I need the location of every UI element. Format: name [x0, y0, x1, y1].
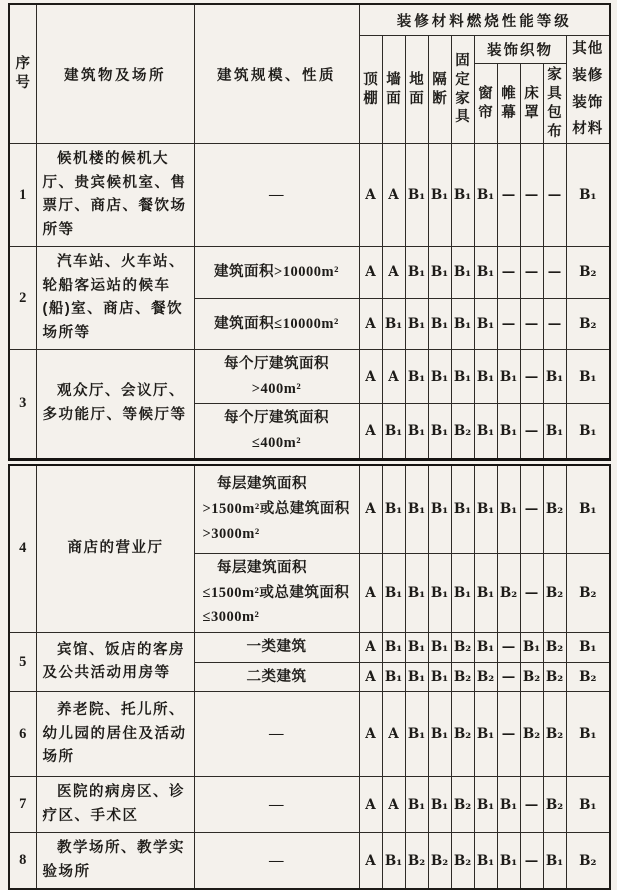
grade-cell: B₁ — [382, 633, 405, 663]
grade-cell: B₁ — [497, 350, 520, 404]
grade-cell: — — [497, 247, 520, 298]
grade-cell: — — [543, 144, 566, 247]
grade-cell: B₁ — [566, 350, 610, 404]
header-col-bedspread — [520, 64, 543, 144]
header-col-partition — [428, 36, 451, 144]
grade-cell: B₂ — [566, 662, 610, 692]
grade-cell: B₂ — [543, 662, 566, 692]
grade-cell: B₁ — [474, 777, 497, 833]
grade-cell: B₂ — [543, 633, 566, 663]
header-col-other-materials — [566, 36, 610, 144]
scale-cell: 每个厅建筑面积>400m² — [194, 350, 359, 404]
grade-cell: B₁ — [405, 692, 428, 777]
scale-cell: — — [194, 144, 359, 247]
grade-cell: B₁ — [497, 465, 520, 554]
row-number: 8 — [9, 833, 36, 889]
grade-cell: A — [382, 144, 405, 247]
grade-cell: — — [497, 298, 520, 349]
grade-cell: — — [543, 247, 566, 298]
grade-cell: A — [359, 554, 382, 633]
scale-cell: 建筑面积>10000m² — [194, 247, 359, 298]
grade-cell: B₁ — [428, 662, 451, 692]
grade-cell: — — [497, 144, 520, 247]
row-number: 3 — [9, 350, 36, 460]
grade-cell: B₁ — [566, 404, 610, 459]
grade-cell: B₁ — [428, 554, 451, 633]
grade-cell: B₂ — [543, 777, 566, 833]
row-number: 2 — [9, 247, 36, 350]
header-scale: 建筑规模、性质 — [194, 4, 359, 144]
grade-cell: B₁ — [428, 465, 451, 554]
grade-cell: B₂ — [451, 692, 474, 777]
grade-cell: A — [382, 777, 405, 833]
scale-cell: — — [194, 692, 359, 777]
grade-cell: — — [520, 777, 543, 833]
header-col-fixed-furniture — [451, 36, 474, 144]
grade-cell: A — [359, 777, 382, 833]
grade-cell: A — [359, 144, 382, 247]
grade-cell: B₁ — [428, 777, 451, 833]
grade-cell: A — [359, 247, 382, 298]
grade-cell: B₁ — [382, 662, 405, 692]
grade-cell: B₂ — [566, 298, 610, 349]
grade-cell: — — [520, 247, 543, 298]
grade-cell: B₂ — [451, 662, 474, 692]
grade-cell: B₂ — [428, 833, 451, 889]
grade-cell: B₁ — [382, 554, 405, 633]
place-cell: 观众厅、会议厅、多功能厅、等候厅等 — [36, 350, 194, 460]
header-col-upholstery — [543, 64, 566, 144]
grade-cell: B₁ — [451, 298, 474, 349]
grade-cell: A — [382, 692, 405, 777]
scale-cell: 二类建筑 — [194, 662, 359, 692]
grade-cell: B₂ — [451, 833, 474, 889]
grade-cell: B₂ — [451, 777, 474, 833]
grade-cell: B₁ — [405, 465, 428, 554]
grade-cell: B₁ — [451, 554, 474, 633]
grade-cell: B₁ — [382, 298, 405, 349]
grade-cell: A — [359, 692, 382, 777]
grade-cell: B₂ — [566, 247, 610, 298]
grade-cell: B₁ — [543, 350, 566, 404]
grade-cell: B₁ — [566, 465, 610, 554]
grade-cell: B₁ — [474, 298, 497, 349]
header-fabric-group: 装饰织物 — [474, 36, 566, 64]
fire-rating-table-part2 — [8, 464, 611, 890]
table-row — [9, 465, 610, 554]
grade-cell: B₂ — [451, 404, 474, 459]
grade-cell: B₁ — [451, 247, 474, 298]
row-number: 4 — [9, 465, 36, 633]
grade-cell: B₂ — [451, 633, 474, 663]
place-cell: 候机楼的候机大厅、贵宾候机室、售票厅、商店、餐饮场所等 — [36, 144, 194, 247]
row-number: 5 — [9, 633, 36, 692]
grade-cell: B₁ — [497, 833, 520, 889]
grade-cell: B₂ — [520, 692, 543, 777]
grade-cell: B₁ — [428, 692, 451, 777]
grade-cell: B₁ — [428, 144, 451, 247]
grade-cell: — — [520, 404, 543, 459]
header-col-bedspread-label: 床罩 — [524, 85, 539, 121]
row-number: 1 — [9, 144, 36, 247]
grade-cell: — — [520, 833, 543, 889]
grade-cell: B₁ — [474, 633, 497, 663]
grade-cell: B₂ — [566, 833, 610, 889]
grade-cell: B₁ — [405, 633, 428, 663]
header-col-upholstery-label: 家具包布 — [547, 67, 562, 140]
table-header — [9, 4, 610, 144]
header-col-curtain-label: 窗帘 — [478, 85, 493, 121]
scale-cell: 一类建筑 — [194, 633, 359, 663]
grade-cell: A — [359, 298, 382, 349]
table-body-part1 — [9, 144, 610, 459]
place-cell: 商店的营业厅 — [36, 465, 194, 633]
grade-cell: A — [359, 662, 382, 692]
grade-cell: B₂ — [543, 692, 566, 777]
grade-cell: — — [520, 554, 543, 633]
scale-cell: 每层建筑面积>1500m²或总建筑面积>3000m² — [194, 465, 359, 554]
grade-cell: B₁ — [474, 465, 497, 554]
grade-cell: A — [359, 465, 382, 554]
grade-cell: B₁ — [497, 404, 520, 459]
grade-cell: B₁ — [428, 633, 451, 663]
table-row — [9, 350, 610, 404]
header-col-ceiling-label: 顶棚 — [363, 71, 378, 107]
grade-cell: B₁ — [405, 554, 428, 633]
header-col-drapery-label: 帷幕 — [501, 85, 516, 121]
row-number: 6 — [9, 692, 36, 777]
header-col-fixed-furniture-label: 固定家具 — [455, 52, 470, 126]
header-col-partition-label: 隔断 — [432, 71, 447, 107]
header-col-curtain — [474, 64, 497, 144]
grade-cell: B₂ — [520, 662, 543, 692]
grade-cell: B₁ — [382, 833, 405, 889]
grade-cell: — — [520, 350, 543, 404]
grade-cell: B₁ — [543, 404, 566, 459]
grade-cell: B₁ — [566, 692, 610, 777]
grade-cell: — — [543, 298, 566, 349]
header-col-floor — [405, 36, 428, 144]
fire-rating-table-part1 — [8, 3, 611, 461]
header-col-drapery — [497, 64, 520, 144]
grade-cell: B₁ — [474, 554, 497, 633]
grade-cell: B₁ — [474, 350, 497, 404]
place-cell: 汽车站、火车站、轮船客运站的候车(船)室、商店、餐饮场所等 — [36, 247, 194, 350]
grade-cell: — — [520, 465, 543, 554]
grade-cell: B₂ — [543, 465, 566, 554]
grade-cell: B₁ — [405, 404, 428, 459]
table-row — [9, 777, 610, 833]
grade-cell: B₁ — [405, 350, 428, 404]
scale-cell: 每层建筑面积≤1500m²或总建筑面积≤3000m² — [194, 554, 359, 633]
place-cell: 宾馆、饭店的客房及公共活动用房等 — [36, 633, 194, 692]
grade-cell: B₁ — [566, 777, 610, 833]
grade-cell: B₁ — [566, 633, 610, 663]
grade-cell: B₁ — [405, 662, 428, 692]
grade-cell: B₂ — [405, 833, 428, 889]
grade-cell: — — [497, 662, 520, 692]
table-row — [9, 833, 610, 889]
grade-cell: A — [382, 350, 405, 404]
grade-cell: B₂ — [497, 554, 520, 633]
grade-cell: B₁ — [405, 298, 428, 349]
grade-cell: — — [497, 633, 520, 663]
grade-cell: B₂ — [543, 554, 566, 633]
header-col-wall-label: 墙面 — [386, 71, 401, 107]
grade-cell: B₁ — [428, 247, 451, 298]
table-row — [9, 633, 610, 663]
scale-cell: 每个厅建筑面积≤400m² — [194, 404, 359, 459]
grade-cell: B₁ — [474, 692, 497, 777]
grade-cell: B₁ — [428, 350, 451, 404]
grade-cell: B₁ — [382, 404, 405, 459]
grade-cell: B₁ — [382, 465, 405, 554]
grade-cell: A — [382, 247, 405, 298]
header-col-wall — [382, 36, 405, 144]
row-number: 7 — [9, 777, 36, 833]
grade-cell: B₁ — [474, 833, 497, 889]
grade-cell: B₁ — [520, 633, 543, 663]
grade-cell: B₁ — [428, 404, 451, 459]
grade-cell: B₁ — [405, 144, 428, 247]
grade-cell: B₂ — [566, 554, 610, 633]
scale-cell: 建筑面积≤10000m² — [194, 298, 359, 349]
header-col-other-materials-label: 其他装修装饰材料 — [572, 41, 604, 138]
grade-cell: — — [497, 692, 520, 777]
table-row — [9, 247, 610, 298]
grade-cell: B₁ — [405, 777, 428, 833]
grade-cell: B₂ — [474, 662, 497, 692]
grade-cell: A — [359, 633, 382, 663]
header-place: 建筑物及场所 — [36, 4, 194, 144]
grade-cell: A — [359, 404, 382, 459]
grade-cell: B₁ — [451, 350, 474, 404]
header-col-ceiling — [359, 36, 382, 144]
grade-cell: B₁ — [566, 144, 610, 247]
place-cell: 教学场所、教学实验场所 — [36, 833, 194, 889]
header-seq-label: 序号 — [15, 56, 30, 92]
grade-cell: B₁ — [451, 465, 474, 554]
grade-cell: B₁ — [474, 247, 497, 298]
scale-cell: — — [194, 777, 359, 833]
header-grade-group: 装修材料燃烧性能等级 — [359, 4, 610, 36]
grade-cell: B₁ — [474, 144, 497, 247]
grade-cell: B₁ — [405, 247, 428, 298]
table-row — [9, 692, 610, 777]
grade-cell: B₁ — [474, 404, 497, 459]
place-cell: 养老院、托儿所、幼儿园的居住及活动场所 — [36, 692, 194, 777]
scale-cell: — — [194, 833, 359, 889]
place-cell: 医院的病房区、诊疗区、手术区 — [36, 777, 194, 833]
grade-cell: B₁ — [451, 144, 474, 247]
header-seq — [9, 4, 36, 144]
grade-cell: A — [359, 833, 382, 889]
table-row — [9, 144, 610, 247]
header-col-floor-label: 地面 — [409, 71, 424, 107]
grade-cell: B₁ — [428, 298, 451, 349]
table-body-part2 — [9, 465, 610, 890]
grade-cell: B₁ — [543, 833, 566, 889]
grade-cell: B₁ — [497, 777, 520, 833]
grade-cell: — — [520, 144, 543, 247]
grade-cell: A — [359, 350, 382, 404]
grade-cell: — — [520, 298, 543, 349]
